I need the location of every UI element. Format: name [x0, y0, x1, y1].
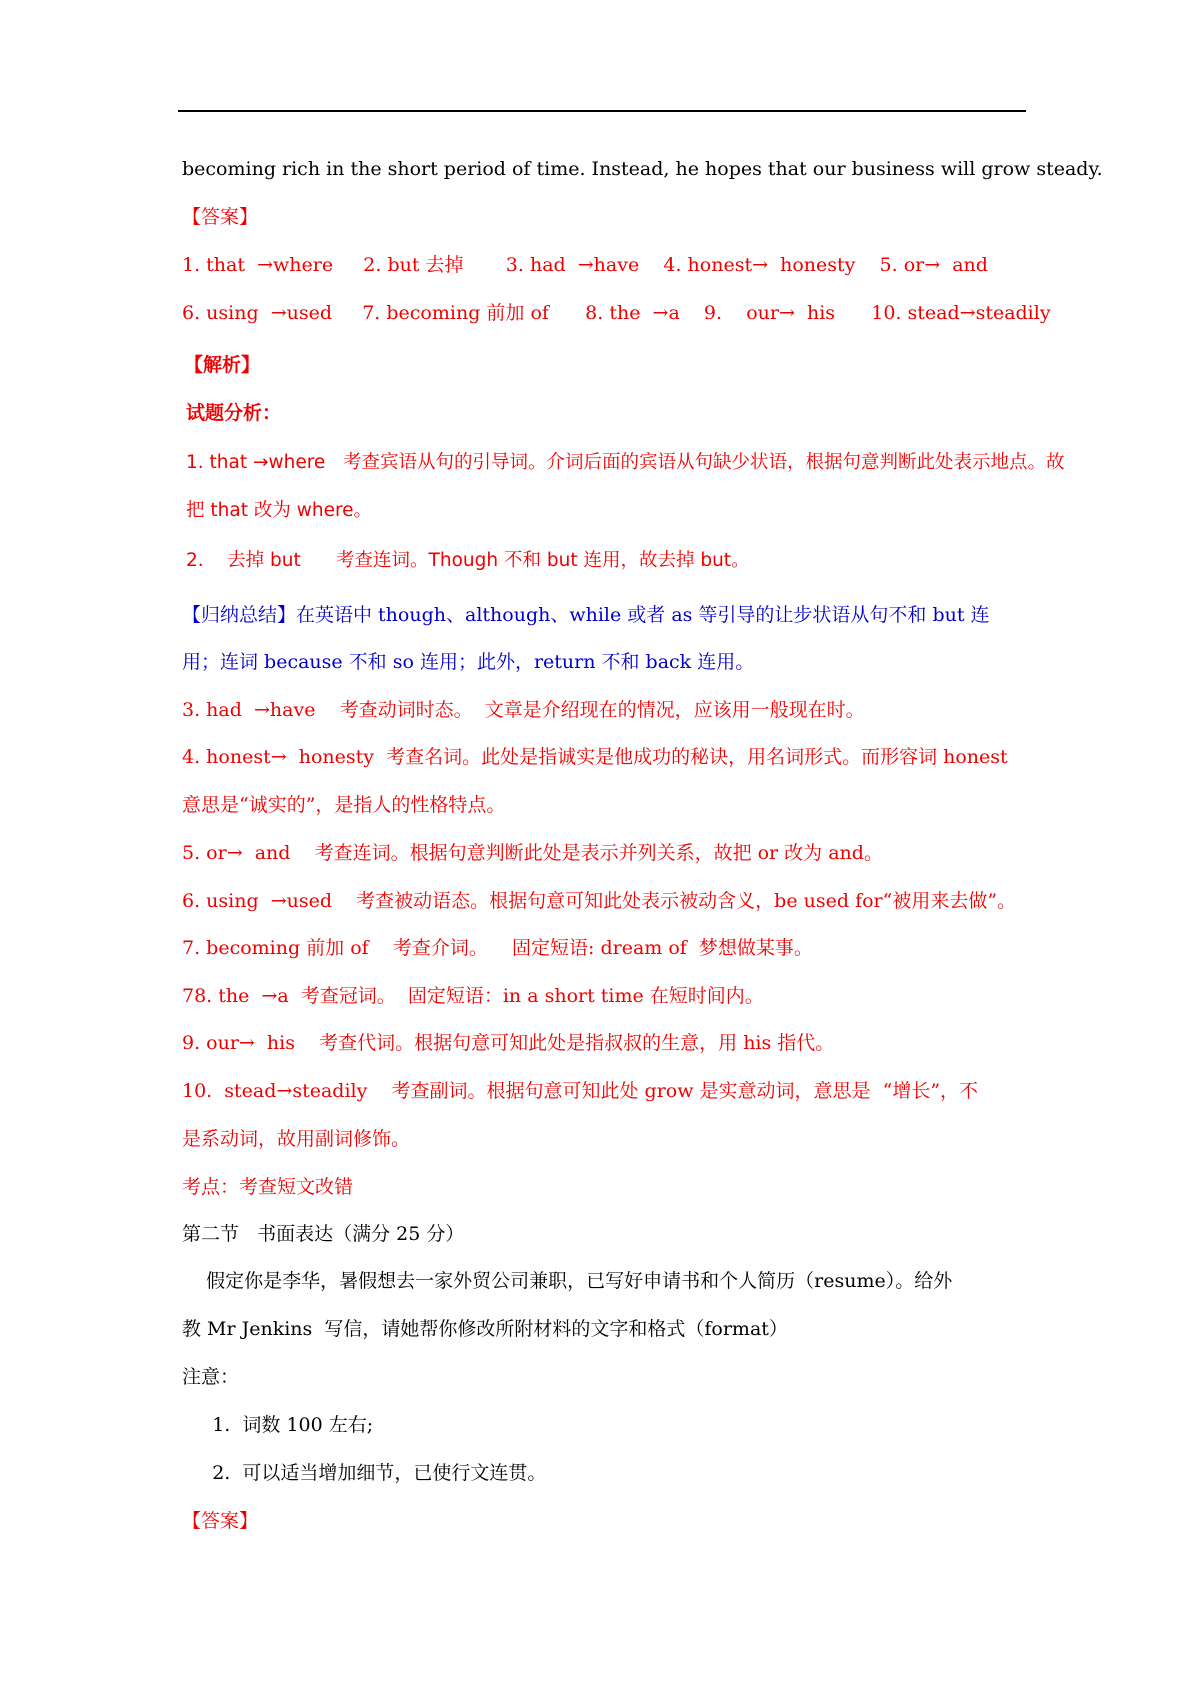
section-title: 第二节 书面表达（满分 25 分）	[182, 1223, 465, 1245]
answer-label: 【答案】	[182, 206, 259, 228]
header-rule	[178, 110, 1026, 112]
kaodian: 考点：考查短文改错	[182, 1176, 354, 1198]
analysis-item-4: 4. honest→ honesty 考查名词。此处是指诚实是他成功的秘诀，用名词形式。而形容词 honest	[182, 746, 1008, 768]
analysis-label: 【解析】	[184, 354, 261, 376]
answers-row-1: 1. that →where 2. but 去掉 3. had →have 4. honest→ honesty 5. or→ and	[182, 254, 988, 276]
analysis-item-6: 6. using →used 考查被动语态。根据句意可知此处表示被动含义，be used for“被用来去做”。	[182, 890, 1017, 912]
analysis-item-2: 2. 去掉 but 考查连词。Though 不和 but 连用，故去掉 but。	[186, 550, 750, 571]
analysis-item-5: 5. or→ and 考查连词。根据句意判断此处是表示并列关系，故把 or 改为 and。	[182, 842, 883, 864]
analysis-item-7: 7. becoming 前加 of 考查介词。 固定短语: dream of 梦想做某事。	[182, 937, 813, 959]
analysis-item-10: 10. stead→steadily 考查副词。根据句意可知此处 grow 是实意动词，意思是 “增长”，不	[182, 1080, 979, 1102]
answers-row-2: 6. using →used 7. becoming 前加 of 8. the →a 9. our→ his 10. stead→steadily	[182, 302, 1051, 324]
analysis-item-4-cont: 意思是“诚实的”，是指人的性格特点。	[182, 794, 506, 816]
note-item-1: 1. 词数 100 左右;	[182, 1414, 374, 1436]
analysis-item-10-cont: 是系动词，故用副词修饰。	[182, 1128, 411, 1150]
analysis-item-3: 3. had →have 考查动词时态。 文章是介绍现在的情况，应该用一般现在时。	[182, 699, 865, 721]
note-label: 注意：	[182, 1366, 240, 1388]
prompt-line-1: 假定你是李华，暑假想去一家外贸公司兼职，已写好申请书和个人简历（resume）。给外	[182, 1270, 953, 1292]
analysis-item-1: 1. that →where 考查宾语从句的引导词。介词后面的宾语从句缺少状语，根据句意判断此处表示地点。故	[186, 452, 1065, 473]
continuation-text: becoming rich in the short period of time. Instead, he hopes that our business will grow steady.	[182, 158, 1103, 180]
answer-label-2: 【答案】	[182, 1510, 259, 1532]
analysis-item-9: 9. our→ his 考查代词。根据句意可知此处是指叔叔的生意，用 his 指代。	[182, 1032, 835, 1054]
note-item-2: 2. 可以适当增加细节，已使行文连贯。	[182, 1462, 547, 1484]
analysis-item-8: 78. the →a 考查冠词。 固定短语：in a short time 在短时间内。	[182, 985, 764, 1007]
analysis-item-1-cont: 把 that 改为 where。	[186, 500, 373, 521]
prompt-line-2: 教 Mr Jenkins 写信，请她帮你修改所附材料的文字和格式（format）	[182, 1318, 788, 1340]
analysis-title: 试题分析：	[186, 402, 282, 424]
summary-line-1: 【归纳总结】在英语中 though、although、while 或者 as 等引导的让步状语从句不和 but 连	[182, 604, 990, 626]
summary-line-2: 用；连词 because 不和 so 连用；此外，return 不和 back 连用。	[182, 651, 755, 673]
